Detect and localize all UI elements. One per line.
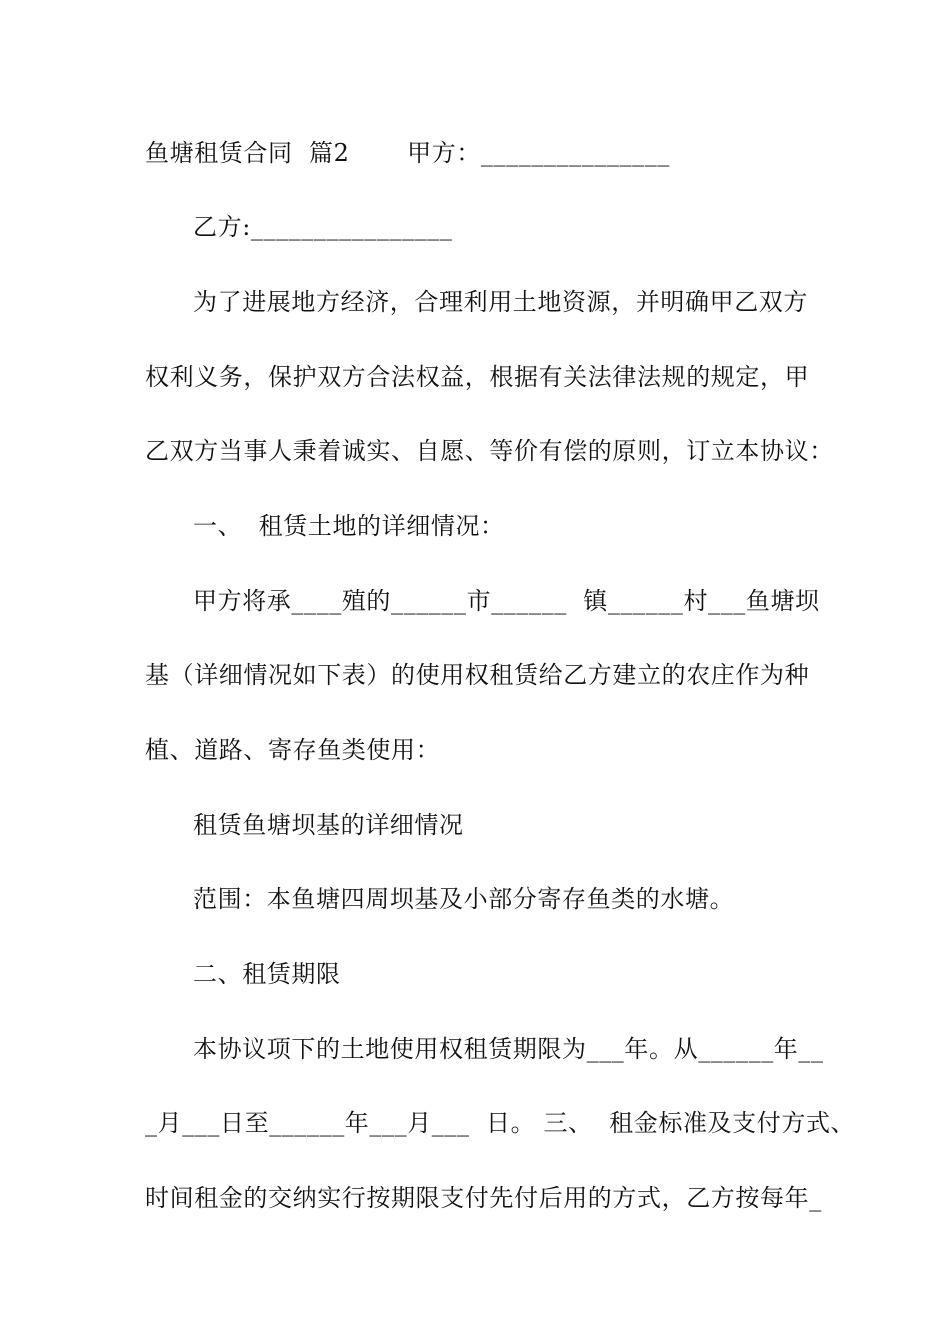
title-and-party-a-line: 鱼塘租赁合同 篇2 甲方：_______________ bbox=[145, 139, 670, 167]
section-heading: 一、 租赁土地的详细情况： bbox=[193, 512, 505, 540]
paragraph-line: 植、道路、寄存鱼类使用： bbox=[145, 736, 441, 764]
paragraph-line: 权利义务，保护双方合法权益，根据有关法律法规的规定，甲 bbox=[145, 363, 810, 391]
paragraph-line: 为了进展地方经济，合理利用土地资源，并明确甲乙双方 bbox=[193, 288, 808, 316]
paragraph-line: 时间租金的交纳实行按期限支付先付后用的方式，乙方按每年_ bbox=[145, 1184, 822, 1212]
paragraph-line: 甲方将承____殖的______市______ 镇______村___鱼塘坝 bbox=[193, 587, 820, 615]
paragraph-line: 本协议项下的土地使用权租赁期限为___年。从______年__ bbox=[193, 1035, 824, 1063]
paragraph-line: 基（详细情况如下表）的使用权租赁给乙方建立的农庄作为种 bbox=[145, 661, 810, 689]
paragraph-line: 乙双方当事人秉着诚实、自愿、等价有偿的原则，订立本协议： bbox=[145, 437, 834, 465]
paragraph-line: 范围：本鱼塘四周坝基及小部分寄存鱼类的水塘。 bbox=[193, 885, 735, 913]
paragraph-line: _月___日至______年___月___ 日。 三、 租金标准及支付方式、 bbox=[145, 1109, 856, 1137]
paragraph-line: 租赁鱼塘坝基的详细情况 bbox=[193, 811, 464, 839]
party-b-line: 乙方:________________ bbox=[193, 213, 453, 241]
section-heading: 二、租赁期限 bbox=[193, 960, 341, 988]
